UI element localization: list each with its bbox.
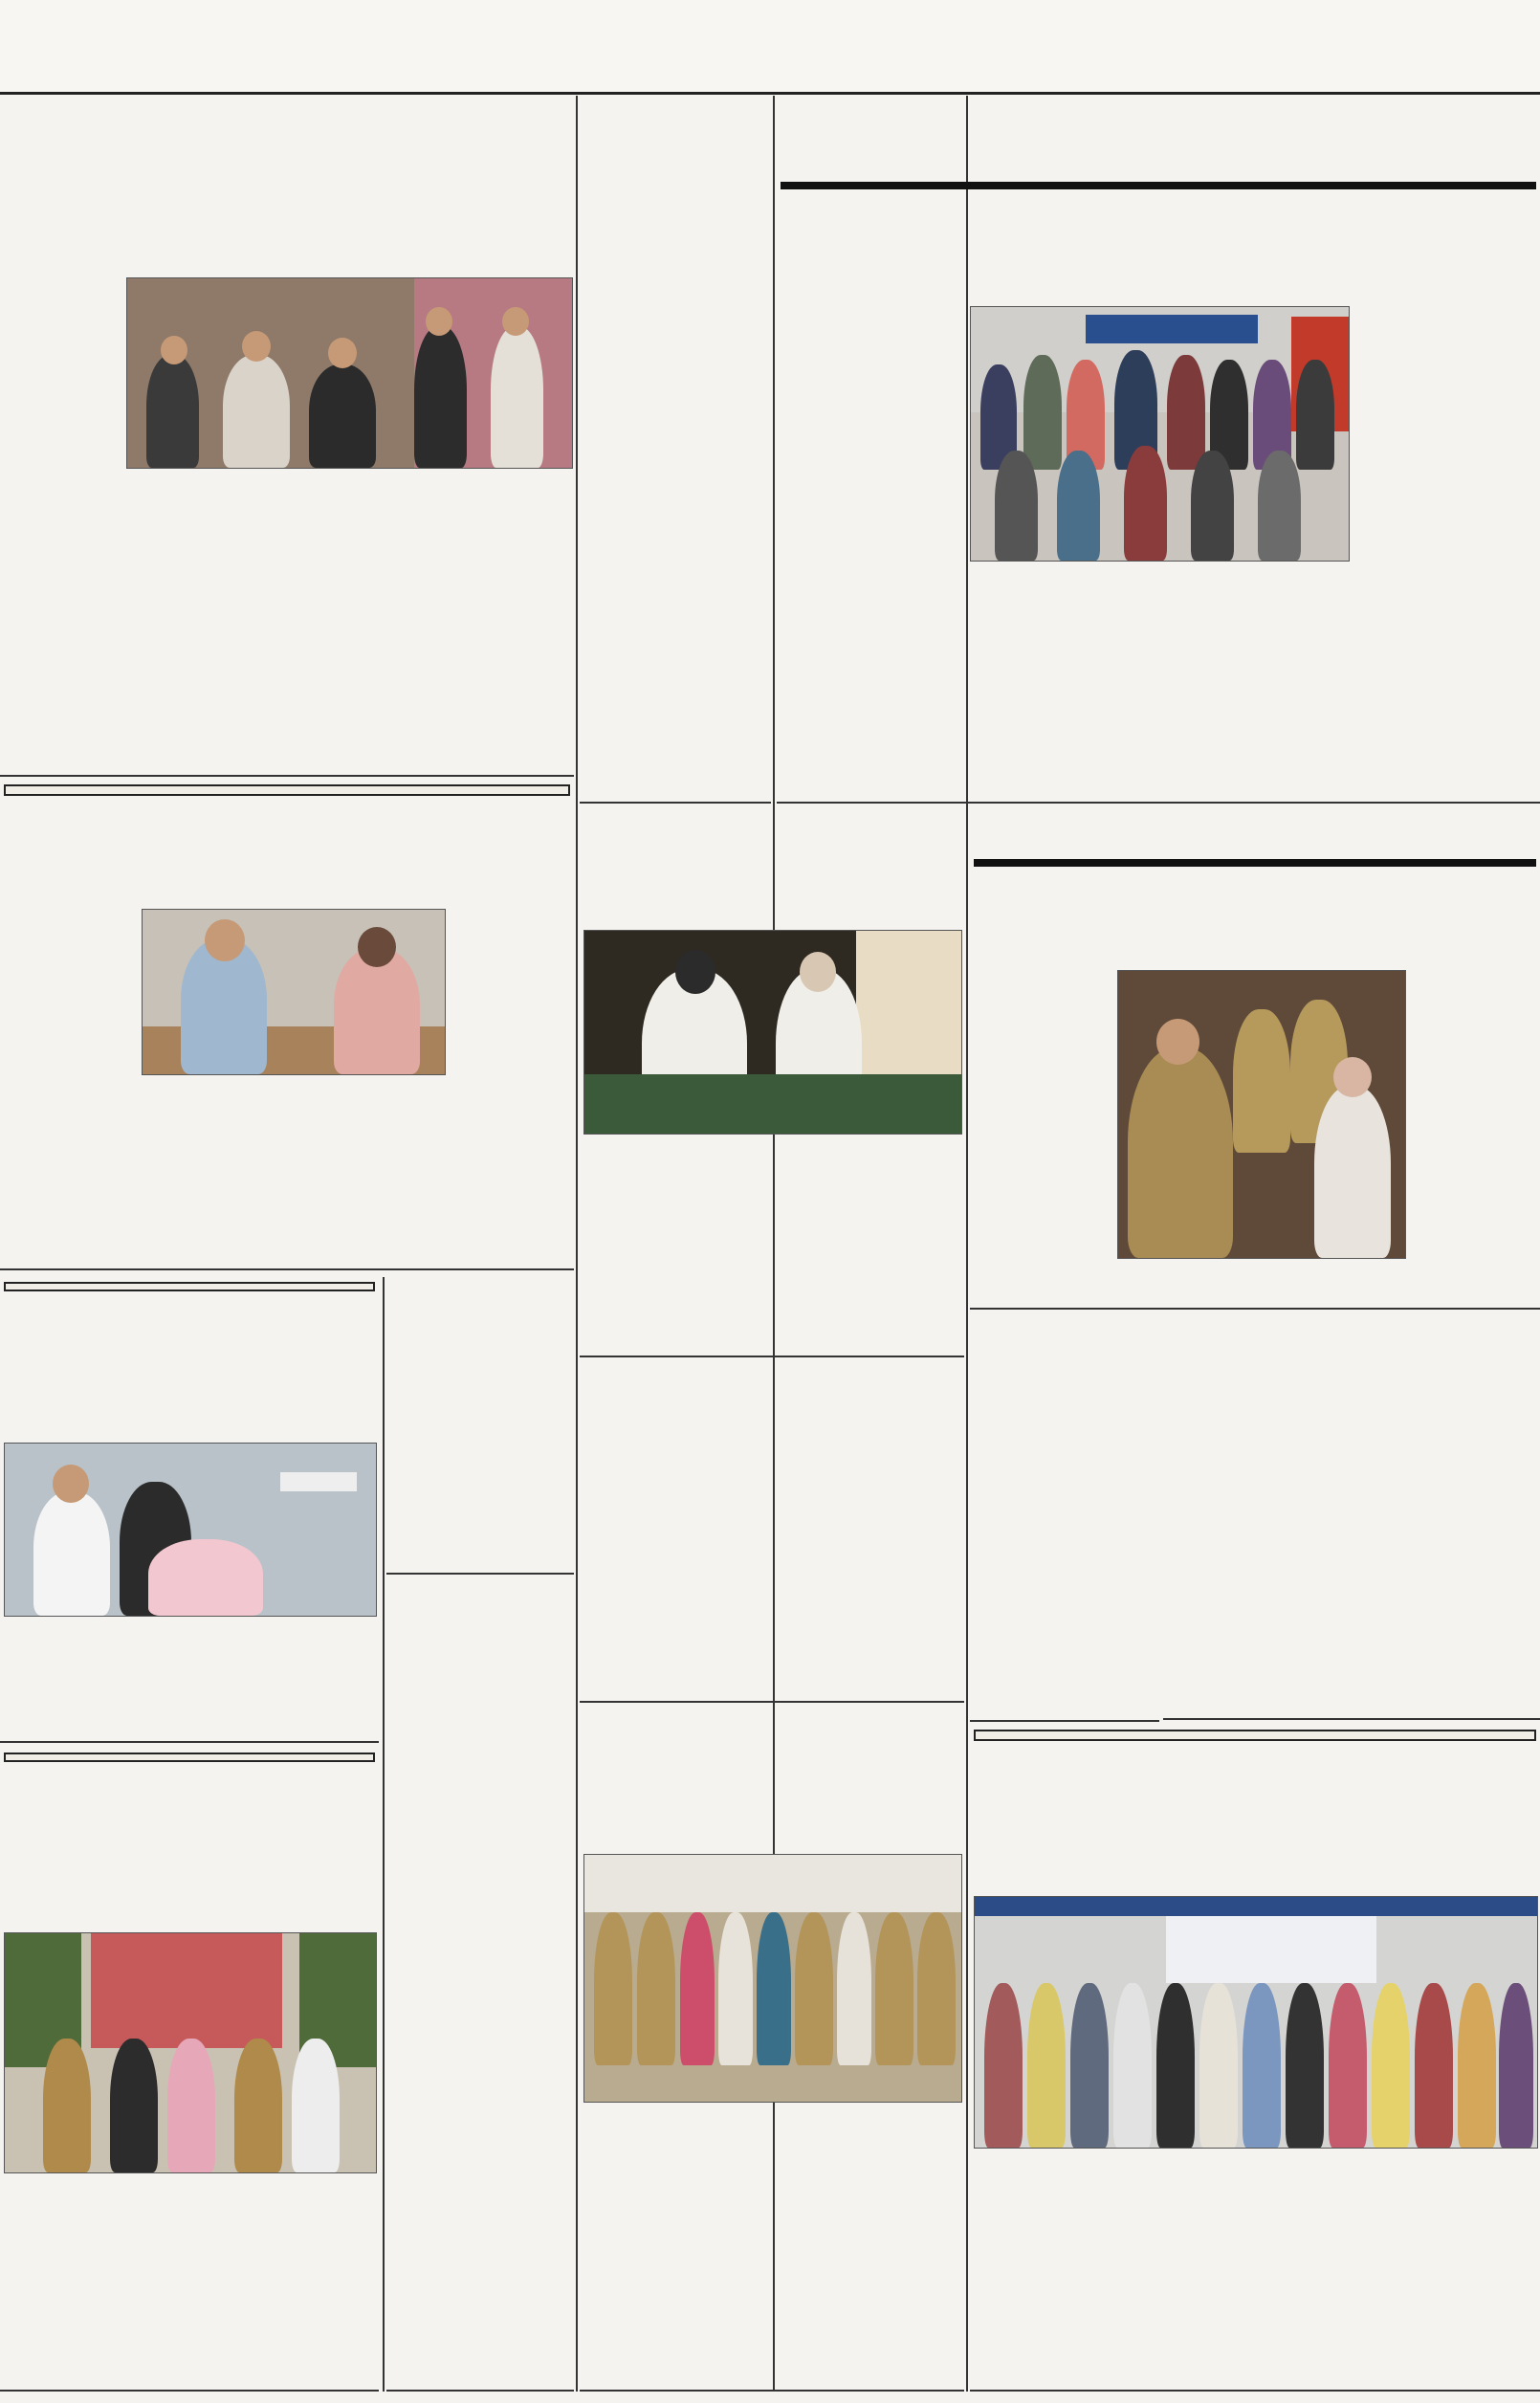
article-body	[974, 1787, 1536, 1892]
article-body	[4, 163, 122, 767]
article-farhan-wasti	[0, 96, 574, 777]
column-rule	[383, 1277, 385, 2392]
news-photo	[970, 306, 1350, 562]
article-evm-godown	[970, 1314, 1159, 1722]
article-body	[1167, 1418, 1536, 1712]
news-photo	[4, 1443, 377, 1617]
article-body-lower	[1117, 1263, 1404, 1301]
article-body-continued	[781, 220, 966, 794]
article-body-continued	[583, 2108, 960, 2384]
article-body-continued	[974, 903, 1113, 1300]
news-photo	[583, 930, 962, 1135]
article-body-lower	[126, 471, 571, 767]
newspaper-logo	[1247, 8, 1496, 84]
article-body-continued	[4, 2179, 375, 2384]
news-photo	[142, 909, 446, 1075]
article-body-continued	[583, 1138, 960, 1349]
news-photo	[4, 1932, 377, 2173]
article-health-committee	[0, 781, 574, 1270]
article-dm-hospital-visit	[0, 1278, 379, 1743]
article-dars-quran	[580, 807, 964, 1357]
article-body	[583, 1441, 960, 1695]
article-body-lower	[970, 564, 1348, 794]
article-languages	[777, 96, 1540, 804]
article-village-head-firing	[970, 807, 1540, 1310]
headline	[4, 1282, 375, 1291]
article-child-case	[580, 1362, 964, 1703]
article-body-continued	[4, 1620, 375, 1735]
article-body	[1410, 903, 1536, 1300]
article-body	[4, 1797, 375, 1929]
article-body	[583, 861, 960, 926]
article-body-continued	[126, 163, 571, 274]
article-body	[974, 1414, 1155, 1714]
article-jail-awareness	[580, 1709, 964, 2392]
news-photo	[974, 1896, 1538, 2149]
article-jail-facilities	[0, 1749, 379, 2392]
article-body-continued	[974, 2154, 1536, 2384]
news-photo	[1117, 970, 1406, 1259]
article-bareilly-lathi-charge	[386, 1580, 574, 2392]
article-body	[390, 1383, 570, 1567]
article-pakistani-woman	[580, 96, 771, 804]
subheadline	[974, 859, 1536, 867]
article-hardoi-accident	[386, 1278, 574, 1575]
article-body-continued	[4, 838, 138, 1259]
subheadline	[781, 182, 1536, 189]
headline	[974, 1730, 1536, 1741]
article-body	[448, 838, 570, 1259]
news-photo	[583, 1854, 962, 2103]
article-body	[583, 1758, 960, 1850]
article-pharmacovigilance	[970, 1726, 1540, 2392]
news-photo	[126, 277, 573, 469]
headline	[4, 1753, 375, 1762]
headline	[4, 784, 570, 796]
article-body-upper	[390, 1580, 570, 2001]
article-body	[390, 2116, 570, 2384]
article-body-lower	[142, 1079, 444, 1261]
article-body	[4, 1335, 375, 1439]
article-body	[583, 220, 767, 794]
article-basti-clash	[1163, 1314, 1540, 1720]
article-body	[1354, 220, 1536, 794]
masthead	[0, 0, 1540, 95]
column-rule	[576, 96, 578, 2392]
